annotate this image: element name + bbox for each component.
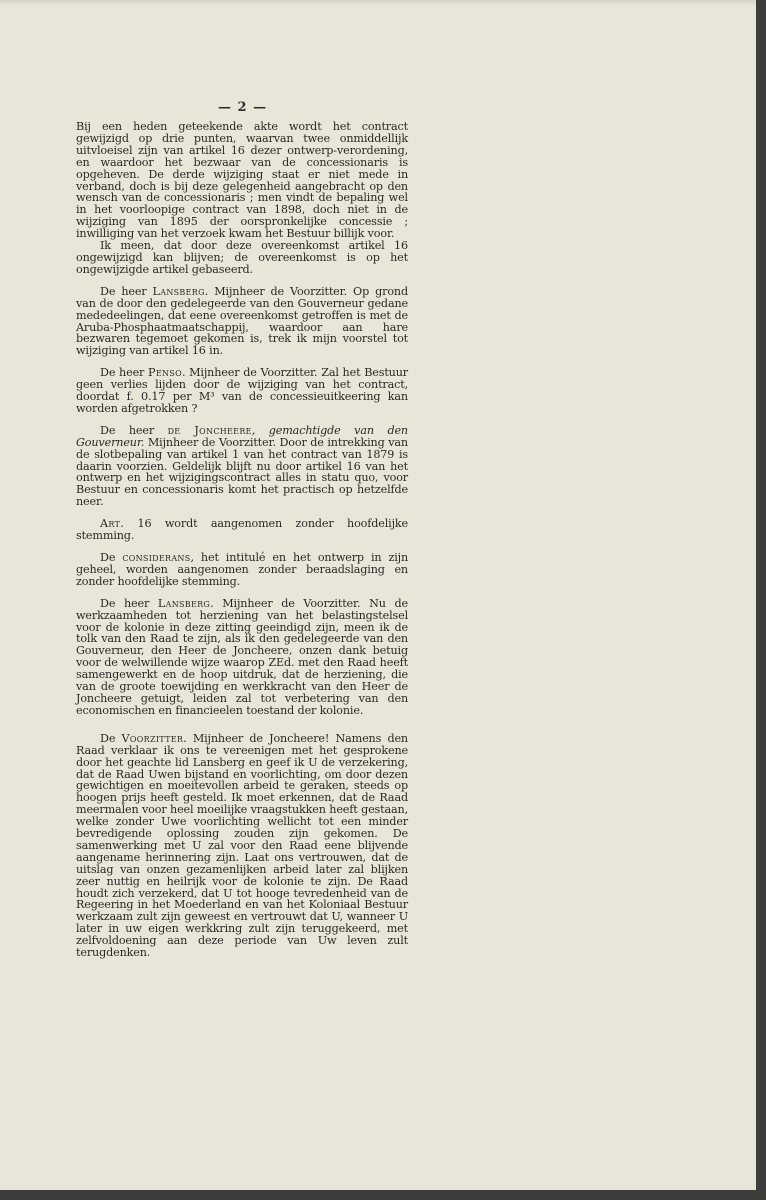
- article-label: Art.: [100, 517, 125, 531]
- paragraph-text: , het intitulé en het ontwerp in zijn geheel, worden aangenomen zonder beraadslaging en zonder hoofdelijke stemming.: [76, 551, 409, 588]
- paragraph-lead: De heer: [100, 423, 168, 437]
- paragraph-text: . Mijnheer de Voorzitter. Op grond van de door den gedelegeerde van den Gouverneur gedane mededeelingen, dat eene overeenkomst getroffen is met de Aruba-Phosphaatmaatschappij, waardoor aan hare bezwaren tegemoet gekomen is, trek ik mijn voorstel tot wijziging van artikel 16 in.: [76, 284, 408, 358]
- page-number: — 2 —: [218, 100, 268, 115]
- paragraph-5: [76, 425, 408, 508]
- paragraph-lead: De: [100, 731, 122, 745]
- speaker-name: Voorzitter: [121, 731, 184, 745]
- page-edge: [0, 0, 756, 6]
- paragraph-text: . Mijnheer de Voorzitter. Nu de werkzaamheden tot herziening van het belastingstelsel voor de kolonie in deze zitting geeindigd zijn, meen ik de tolk van den Raad te zijn, als ik den gedelegeerde van den Gouverneur, den Heer de Joncheere, onzen dank betuig voor de welwillende wijze waarop ZEd. met den Raad heeft samengewerkt en de hoop uitdruk, dat de herziening, die van de groote toewijding en werkkracht van den Heer de Joncheere getuigt, leiden zal tot verbetering van den economischen en financieelen toestand der kolonie.: [76, 596, 408, 717]
- paragraph-4: [76, 367, 408, 415]
- paragraph-text: Bij een heden geteekende akte wordt het contract gewijzigd op drie punten, waarvan twee onmiddellijk uitvloeisel zijn van artikel 16 dezer ontwerp-verordening, en waardoor het bezwaar van de concessionaris is opgeheven. De derde wijziging staat er niet mede in verband, doch is bij deze gelegenheid aangebracht op den wensch van de concessionaris ; men vindt de bepaling wel in het voorloopige contract van 1898, doch niet in de wijziging van 1895 der oorspronkelijke concessie ; inwilliging van het verzoek kwam het Bestuur billijk voor.: [76, 120, 408, 241]
- paragraph-text: . Mijnheer de Joncheere! Namens den Raad verklaar ik ons te vereenigen met het gesprokene door het geachte lid Lansberg en geef ik U de verzekering, dat de Raad Uwen bijstand en voorlichting, om door dezen gewichtigen en moeitevollen arbeid te geraken, steeds op hoogen prijs heeft gesteld. Ik moet erkennen, dat de Raad meermalen voor heel moeilijke vraagstukken heeft gestaan, welke zonder Uwe voorlichting wellicht tot een minder bevredigende oplossing zouden zijn gekomen. De samenwerking met U zal voor den Raad eene blijvende aangename herinnering zijn. Laat ons vertrouwen, dat de uitslag van onzen gezamenlijken arbeid later zal blijken zeer nuttig en heilrijk voor de kolonie te zijn. De Raad houdt zich verzekerd, dat U tot hooge tevredenheid van de Regeering in het Moederland en van het Koloniaal Bestuur werkzaam zult zijn geweest en vertrouwt dat U, wanneer U later in uw eigen werkkring zult zijn teruggekeerd, met zelfvoldoening aan deze periode van Uw leven zult terugdenken.: [76, 731, 408, 960]
- paragraph-lead: De: [100, 551, 123, 564]
- paragraph-8: [76, 598, 408, 717]
- considerans-label: considerans: [122, 551, 191, 564]
- speaker-name: de Joncheere: [167, 423, 252, 437]
- speaker-role: , gemachtigde van den Gouverneur.: [76, 423, 408, 449]
- paragraph-2: [76, 240, 408, 276]
- paragraph-lead: De heer: [100, 596, 158, 610]
- speaker-name: Lansberg: [152, 284, 205, 298]
- speaker-name: Penso: [148, 366, 182, 380]
- paragraph-3: [76, 286, 408, 357]
- paragraph-7: [76, 552, 408, 588]
- paragraph-lead: De heer: [100, 366, 149, 380]
- paragraph-text: . Mijnheer de Voorzitter. Zal het Bestuur geen verlies lijden door de wijziging van het contract, doordat f. 0.17 per M³ van de concessieuitkeering kan worden afgetrokken ?: [76, 366, 408, 415]
- paragraph-text: Mijnheer de Voorzitter. Door de intrekking van de slotbepaling van artikel 1 van het contract van 1879 is daarin voorzien. Geldelijk blijft nu door artikel 16 van het ontwerp en het wijzigingscontract alles in statu quo, voor Bestuur en concessionaris komt het practisch op hetzelfde neer.: [76, 435, 408, 509]
- paragraph-1: [76, 121, 408, 240]
- text-column: [76, 121, 408, 959]
- paragraph-6: [76, 518, 408, 542]
- speaker-name: Lansberg: [157, 596, 211, 610]
- paragraph-text: Ik meen, dat door deze overeenkomst artikel 16 ongewijzigd kan blijven; de overeenkomst is op het ongewijzigde artikel gebaseerd.: [76, 239, 408, 276]
- paragraph-9: [76, 733, 408, 959]
- paragraph-lead: De heer: [100, 284, 153, 298]
- paragraph-text: 16 wordt aangenomen zonder hoofdelijke stemming.: [76, 517, 408, 543]
